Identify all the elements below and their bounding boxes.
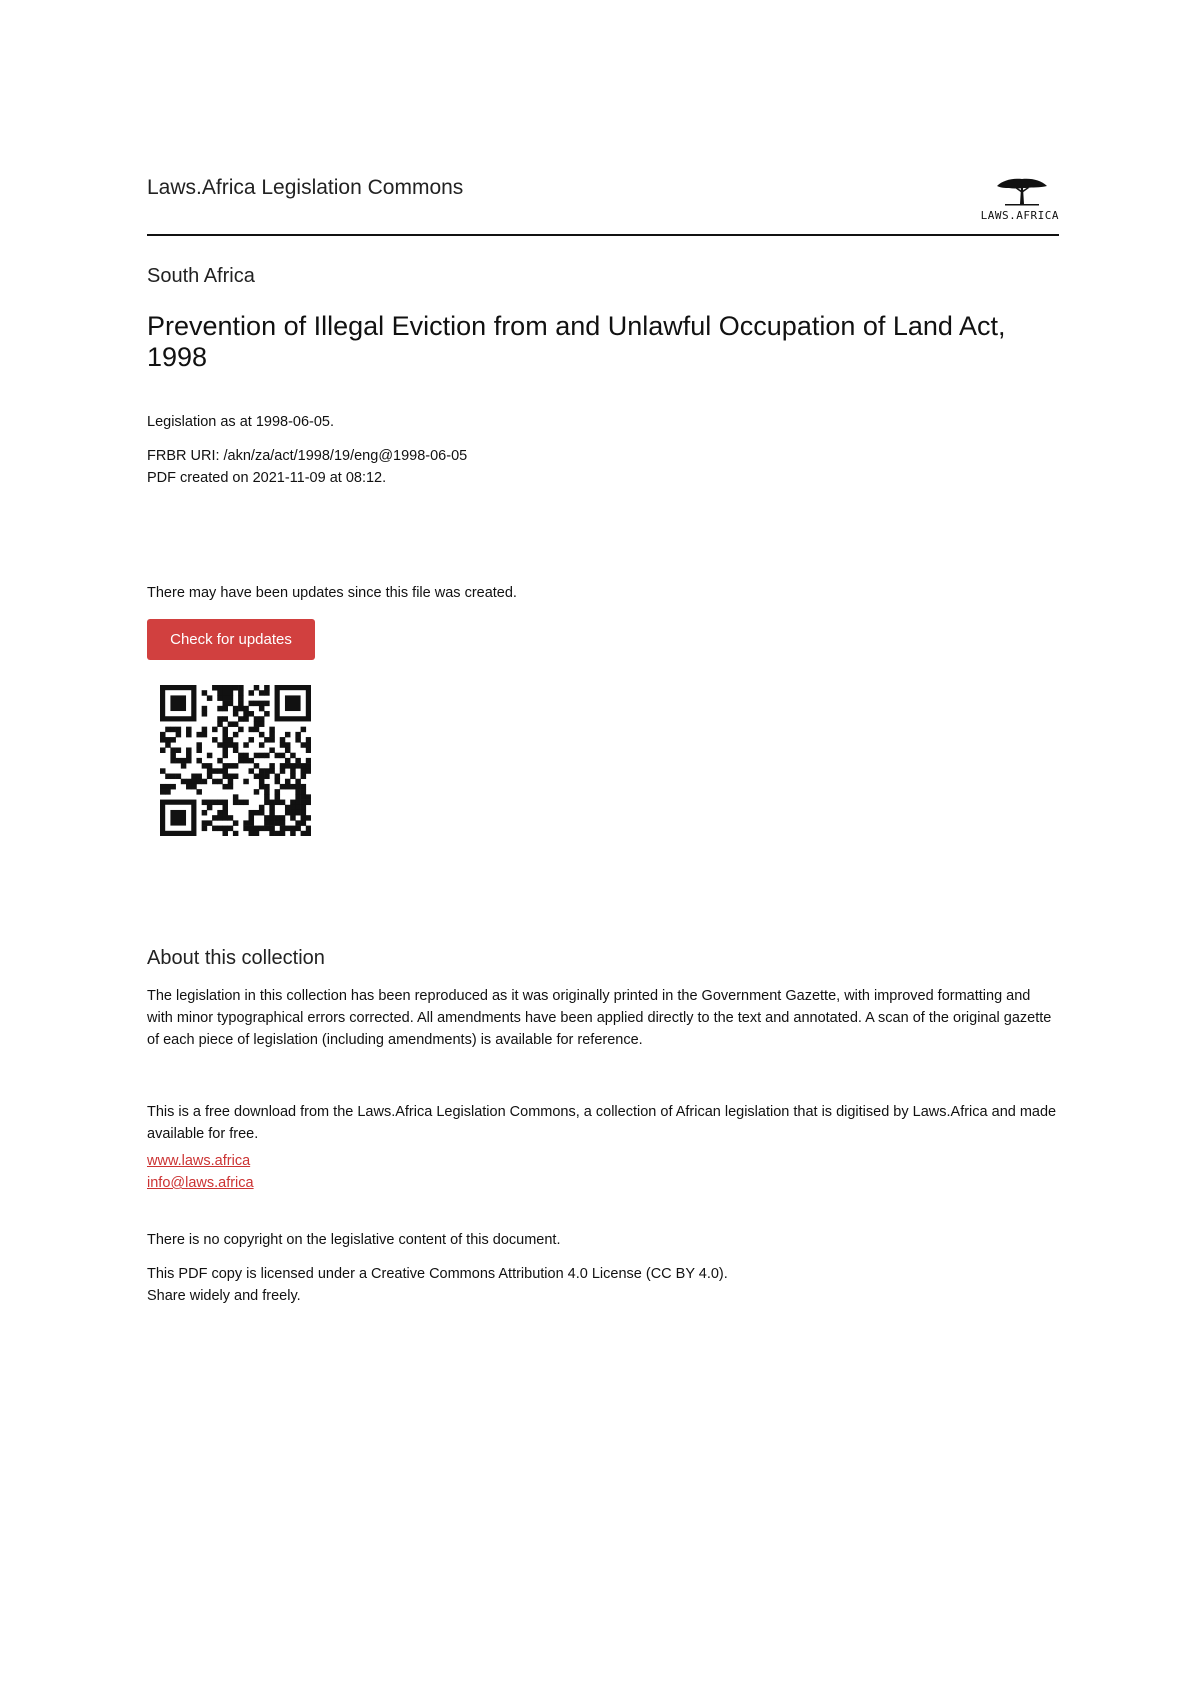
updates-note: There may have been updates since this file was created. bbox=[147, 585, 517, 601]
website-link[interactable]: www.laws.africa bbox=[147, 1153, 251, 1169]
page-title: Prevention of Illegal Eviction from and Unlawful Occupation of Land Act, 1998 bbox=[147, 311, 1006, 372]
check-for-updates-button[interactable]: Check for updates bbox=[147, 619, 315, 660]
copyright-note: There is no copyright on the legislative content of this document. bbox=[147, 1232, 561, 1248]
license-line: This PDF copy is licensed under a Creative Commons Attribution 4.0 License (CC BY 4.0). bbox=[147, 1266, 728, 1282]
about-paragraph: The legislation in this collection has been reproduced as it was originally printed in the Government Gazette, with improved formatting and with minor typographical errors corrected. All amendments have been applied directly to the text and annotated. A scan of the original gazette of each piece of legislation (including amendments) is available for reference. bbox=[147, 988, 1052, 1048]
about-heading: About this collection bbox=[147, 947, 325, 969]
acacia-tree-icon bbox=[993, 176, 1051, 206]
legislation-date: Legislation as at 1998-06-05. bbox=[147, 414, 335, 430]
laws-africa-logo bbox=[980, 176, 1059, 222]
country-label: South Africa bbox=[147, 265, 255, 287]
collection-title: Laws.Africa Legislation Commons bbox=[147, 176, 464, 199]
frbr-uri: FRBR URI: /akn/za/act/1998/19/eng@1998-06-05 bbox=[147, 448, 468, 464]
page-header bbox=[147, 170, 1059, 236]
pdf-created-date: PDF created on 2021-11-09 at 08:12. bbox=[147, 470, 387, 486]
qr-code-icon[interactable] bbox=[160, 685, 311, 836]
email-link[interactable]: info@laws.africa bbox=[147, 1175, 254, 1191]
logo-text: LAWS.AFRICA bbox=[980, 209, 1059, 222]
share-line: Share widely and freely. bbox=[147, 1288, 301, 1304]
free-download-paragraph: This is a free download from the Laws.Africa Legislation Commons, a collection of African legislation that is digitised by Laws.Africa and made available for free. bbox=[147, 1104, 1057, 1142]
